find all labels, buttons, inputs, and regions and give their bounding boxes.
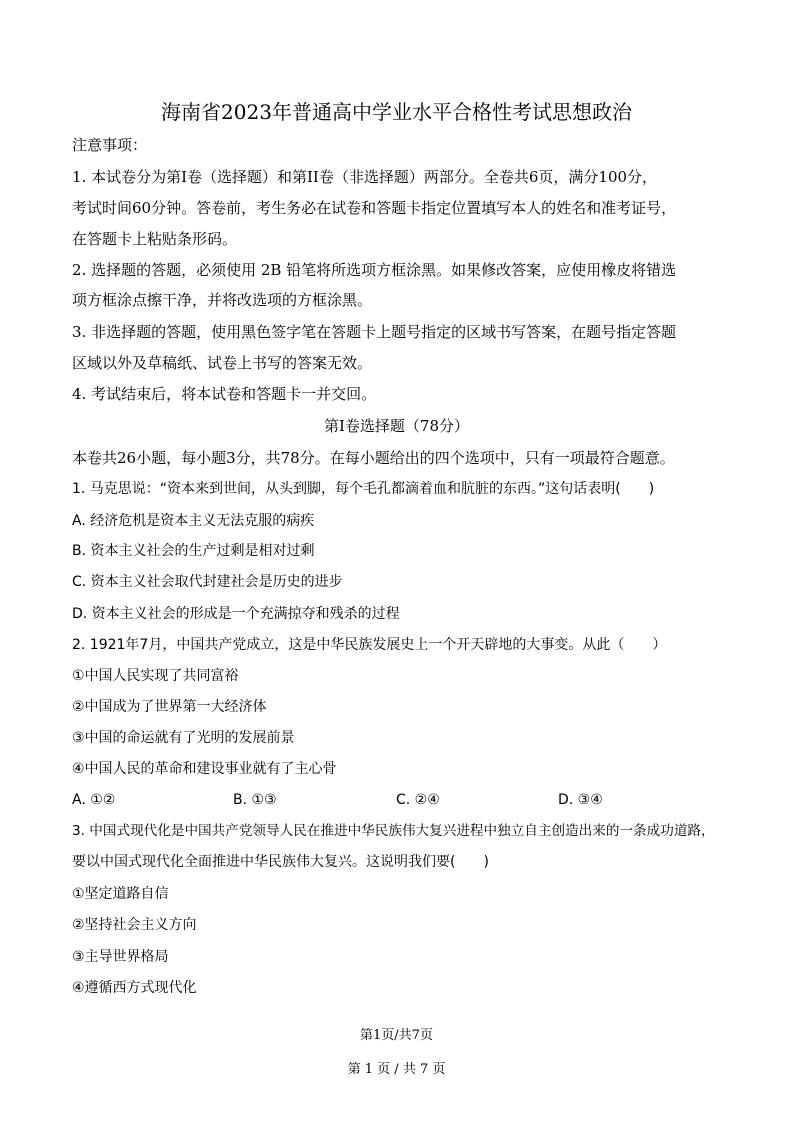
q3-item: ③主导世界格局 — [72, 949, 169, 965]
q2-item: ②中国成为了世界第一大经济体 — [72, 699, 267, 715]
notice-line: 项方框涂点擦干净，并将改选项的方框涂黑。 — [72, 291, 373, 309]
section-title: 第I卷选择题（78分） — [323, 417, 469, 435]
q2-option-b: B. ①③ — [233, 792, 277, 808]
question-3-stem: 3. 中国式现代化是中国共产党领导人民在推进中华民族伟大复兴进程中独立自主创造出来的一条成功道路， — [72, 823, 715, 839]
q3-item: ④遵循西方式现代化 — [72, 980, 197, 996]
page-footer: 第1页/共7页 — [360, 1028, 433, 1043]
q3-item: ①坚定道路自信 — [72, 886, 169, 902]
question-1-stem: 1. 马克思说：“资本来到世间，从头到脚，每个毛孔都滴着血和肮脏的东西。”这句话表明( ) — [72, 481, 655, 497]
q1-option-b: B. 资本主义社会的生产过剩是相对过剩 — [72, 543, 315, 559]
q1-option-a: A. 经济危机是资本主义无法克服的病疾 — [72, 513, 315, 529]
page-number: 第 1 页 / 共 7 页 — [347, 1062, 446, 1077]
notice-line: 在答题卡上粘贴条形码。 — [72, 230, 238, 248]
notice-line: 4. 考试结束后，将本试卷和答题卡一并交回。 — [72, 385, 377, 403]
q2-item: ①中国人民实现了共同富裕 — [72, 668, 239, 684]
question-3-stem: 要以中国式现代化全面推进中华民族伟大复兴。这说明我们要( ) — [72, 854, 489, 870]
q2-item: ③中国的命运就有了光明的发展前景 — [72, 730, 295, 746]
q2-item: ④中国人民的革命和建设事业就有了主心骨 — [72, 761, 337, 777]
notice-line: 考试时间60分钟。答卷前，考生务必在试卷和答题卡指定位置填写本人的姓名和准考证号， — [72, 199, 677, 217]
section-intro: 本卷共26小题，每小题3分，共78分。在每小题给出的四个选项中，只有一项最符合题意。 — [72, 449, 675, 467]
question-2-stem: 2. 1921年7月，中国共产党成立，这是中华民族发展史上一个开天辟地的大事变。从此（ ） — [72, 637, 667, 653]
q3-item: ②坚持社会主义方向 — [72, 917, 197, 933]
notice-heading: 注意事项： — [72, 136, 148, 154]
notice-line: 1. 本试卷分为第I卷（选择题）和第II卷（非选择题）两部分。全卷共6页，满分100分， — [72, 168, 658, 186]
notice-line: 区域以外及草稿纸、试卷上书写的答案无效。 — [72, 354, 373, 372]
q1-option-d: D. 资本主义社会的形成是一个充满掠夺和残杀的过程 — [72, 606, 400, 622]
q2-option-c: C. ②④ — [396, 792, 440, 808]
notice-line: 2. 选择题的答题，必须使用 2B 铅笔将所选项方框涂黑。如果修改答案，应使用橡皮将错选 — [72, 261, 677, 279]
q1-option-c: C. 资本主义社会取代封建社会是历史的进步 — [72, 574, 343, 590]
q2-option-a: A. ①② — [72, 792, 116, 808]
page-title: 海南省2023年普通高中学业水平合格性考试思想政治 — [161, 100, 632, 124]
q2-option-d: D. ③④ — [558, 792, 603, 808]
notice-line: 3. 非选择题的答题，使用黑色签字笔在答题卡上题号指定的区域书写答案，在题号指定答题 — [72, 323, 677, 341]
